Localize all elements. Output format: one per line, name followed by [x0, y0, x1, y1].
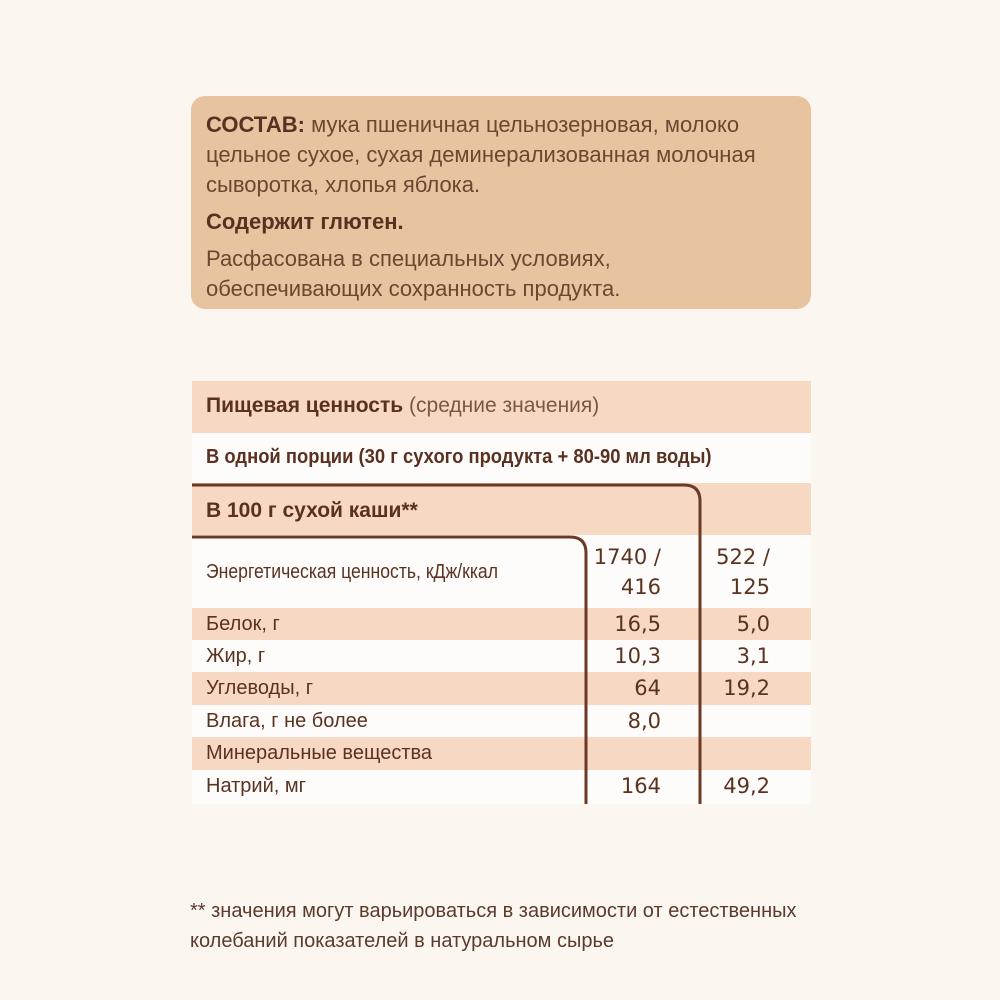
energy-100g-kcal: 416 — [620, 575, 661, 599]
row-label-energy: Энергетическая ценность, кДж/ккал — [206, 561, 498, 583]
footnote — [190, 896, 830, 956]
sodium-portion: 49,2 — [723, 774, 770, 798]
composition-text-1: мука пшеничная цельнозерновая, молоко — [311, 112, 740, 137]
moisture-100g: 8,0 — [627, 709, 661, 733]
footnote-line-2: колебаний показателей в натуральном сырье — [190, 930, 615, 952]
per-100g-header: В 100 г сухой каши** — [206, 499, 418, 522]
composition-box — [191, 96, 811, 309]
packing-line-1: Расфасована в специальных условиях, — [206, 246, 611, 271]
fat-portion: 3,1 — [736, 644, 770, 668]
sodium-100g: 164 — [620, 774, 661, 798]
row-label-sodium: Натрий, мг — [206, 775, 306, 797]
nutrition-title: Пищевая ценность (средние значения) — [206, 394, 600, 417]
carbs-100g: 64 — [634, 676, 661, 700]
composition-heading: СОСТАВ: — [206, 112, 305, 137]
protein-portion: 5,0 — [736, 612, 770, 636]
portion-column-divider — [192, 485, 700, 804]
fat-100g: 10,3 — [614, 644, 661, 668]
protein-100g: 16,5 — [614, 612, 661, 636]
carbs-portion: 19,2 — [723, 676, 770, 700]
row-label-minerals: Минеральные вещества — [206, 742, 432, 764]
row-label-protein: Белок, г — [206, 613, 280, 635]
composition-line-3: сыворотка, хлопья яблока. — [206, 172, 481, 197]
row-label-fat: Жир, г — [206, 645, 266, 667]
allergen-text: Содержит глютен. — [206, 209, 404, 234]
energy-portion-kcal: 125 — [729, 575, 770, 599]
nutrition-title-note: (средние значения) — [409, 394, 600, 417]
100g-column-divider — [192, 537, 586, 804]
column-divider-lines — [192, 381, 811, 804]
composition-line-2: цельное сухое, сухая деминерализованная молочная — [206, 142, 756, 167]
composition-line-1 — [206, 110, 795, 140]
row-label-moisture: Влага, г не более — [206, 710, 368, 732]
energy-100g-kj: 1740 / — [593, 545, 661, 569]
allergen-note — [206, 207, 795, 237]
energy-portion-kj: 522 / — [716, 545, 770, 569]
per-portion-header: В одной порции (30 г сухого продукта + 80-90 мл воды) — [206, 446, 712, 468]
packing-line-2: обеспечивающих сохранность продукта. — [206, 276, 621, 301]
footnote-line-1: ** значения могут варьироваться в зависимости от естественных — [190, 900, 797, 922]
nutrition-table — [192, 381, 811, 804]
row-label-carbs: Углеводы, г — [206, 677, 313, 699]
